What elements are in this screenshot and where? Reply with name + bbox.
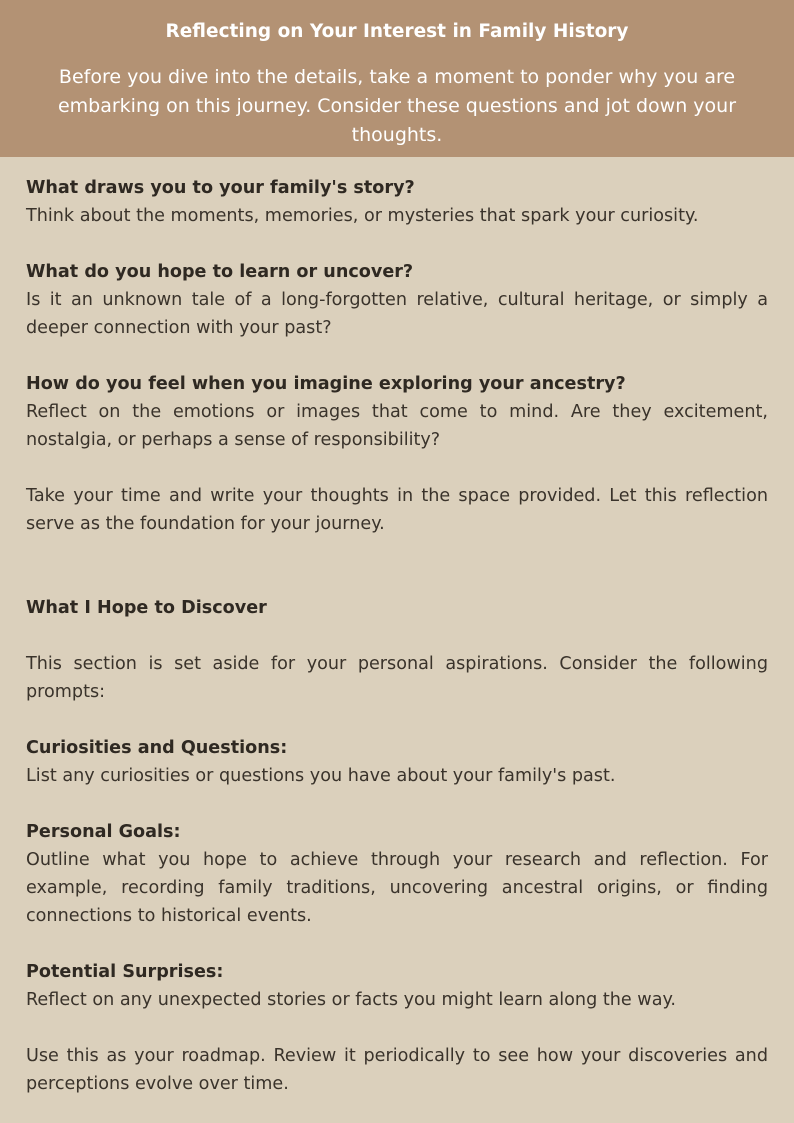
question-block xyxy=(26,174,768,230)
prompt-heading: Personal Goals: xyxy=(26,822,181,842)
prompt-heading: Curiosities and Questions: xyxy=(26,738,288,758)
discover-intro: This section is set aside for your personal aspirations. Consider the following prompts: xyxy=(26,654,768,702)
discover-closing: Use this as your roadmap. Review it periodically to see how your discoveries and perceptions evolve over time. xyxy=(26,1046,768,1094)
prompt-heading: Potential Surprises: xyxy=(26,962,224,982)
prompt-text: Outline what you hope to achieve through your research and reflection. For example, recording family traditions, uncovering ancestral origins, or finding connections to historical events. xyxy=(26,850,768,926)
question-block xyxy=(26,370,768,454)
question-heading: What do you hope to learn or uncover? xyxy=(26,262,414,282)
page-intro: Before you dive into the details, take a moment to ponder why you are embarking on this journey. Consider these questions and jot down your thoughts. xyxy=(57,66,737,146)
prompt-block xyxy=(26,818,768,930)
reflection-section xyxy=(26,174,768,538)
prompt-block xyxy=(26,734,768,790)
question-heading: What draws you to your family's story? xyxy=(26,178,415,198)
prompt-block xyxy=(26,958,768,1014)
prompt-text: List any curiosities or questions you have about your family's past. xyxy=(26,766,616,786)
page-header xyxy=(0,0,794,157)
prompt-text: Reflect on any unexpected stories or facts you might learn along the way. xyxy=(26,990,676,1010)
question-text: Reflect on the emotions or images that come to mind. Are they excitement, nostalgia, or perhaps a sense of responsibility? xyxy=(26,402,768,450)
question-text: Is it an unknown tale of a long-forgotten relative, cultural heritage, or simply a deeper connection with your past? xyxy=(26,290,768,338)
page-content xyxy=(0,174,794,1098)
question-heading: How do you feel when you imagine exploring your ancestry? xyxy=(26,374,626,394)
question-block xyxy=(26,258,768,342)
page-title: Reflecting on Your Interest in Family History xyxy=(165,21,629,42)
discover-title-text: What I Hope to Discover xyxy=(26,598,267,618)
discover-section xyxy=(26,594,768,1098)
reflection-closing: Take your time and write your thoughts in the space provided. Let this reflection serve as the foundation for your journey. xyxy=(26,486,768,534)
question-text: Think about the moments, memories, or mysteries that spark your curiosity. xyxy=(26,206,699,226)
discover-title xyxy=(26,594,768,622)
